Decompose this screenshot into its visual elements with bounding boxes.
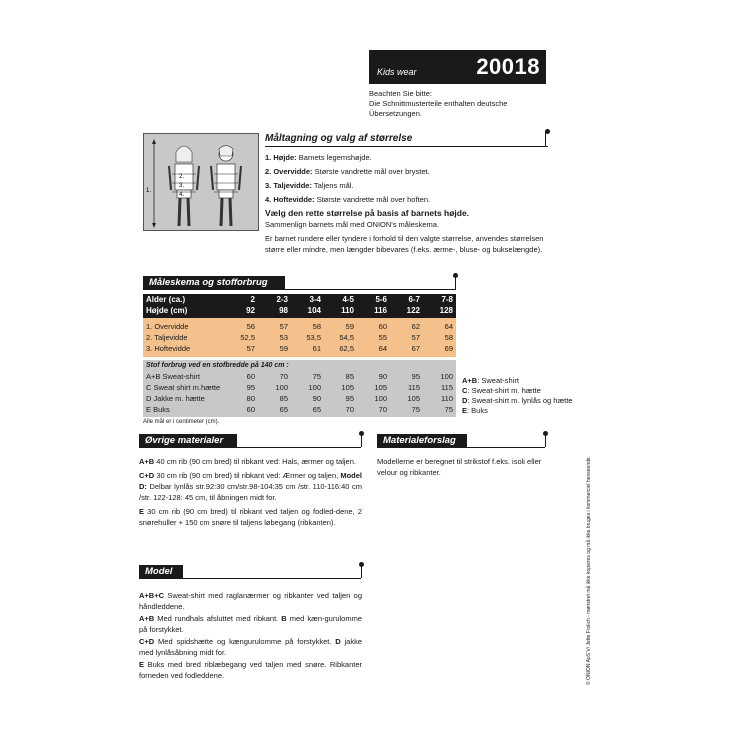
table-row: C Sweat shirt m.hætte 95 100 100 105 105 115 115 [146,383,453,392]
model-item: C+D Med spidshætte og kængurulomme på forstykket. D jakke med lynlåsåbning midt for. [139,637,363,657]
garment-legend [462,376,572,416]
table-row: E Buks 60 65 65 70 70 75 75 [146,405,453,414]
fabric-title: Stof forbrug ved en stofbredde på 140 cm : [143,360,456,371]
material-suggestion-text: Modellerne er beregnet til strikstof f.eks. isoli eller velour og ribkanter. [377,457,542,477]
material-paragraph: A+B 40 cm rib (90 cm bred) til ribkant ved: Hals, ærmer og taljen. [139,457,356,466]
measure-rows [143,318,456,357]
material-paragraph: E 30 cm rib (90 cm bred) til ribkant ved taljen og fodled-dene, 2 snørehuller + 150 cm snøre til taljens løbegang (ribkanten). [139,507,362,527]
divider [361,433,362,447]
table-header-row: Alder (ca.) 2 2-3 3-4 4-5 5-6 6-7 7-8 [143,294,456,305]
compare-note: Sammenlign barnets mål med ONION's måleskema. [265,220,439,229]
measure-title: Måltagning og valg af størrelse [265,133,413,144]
divider [377,447,545,448]
figure-label: 4. [179,192,185,198]
fit-paragraph: Er barnet rundere eller tyndere i forhold til den valgte størrelse, anvendes størrelsen større eller mindre, men længder bibevares (f.eks. ærme-, bluse- og bukselængde). [265,234,544,254]
measure-text [265,152,555,255]
legend-item: A+B: Sweat-shirt [462,376,519,385]
divider [545,131,546,146]
children-illustration [144,134,258,230]
other-materials-text [139,456,362,531]
divider [361,564,362,578]
note-line: Die Schnittmusterteile enthalten deutsche [369,99,508,108]
table-row: 3. Hoftevidde 57 59 61 62,5 64 67 69 [146,344,453,353]
model-item: A+B Med rundhals afsluttet med ribkant. B med kæn-gurulomme på forstykket. [139,614,362,634]
figure-label: 3. [179,183,185,189]
units-note: Alle mål er i centimeter (cm). [143,419,220,425]
other-materials-title: Øvrige materialer [139,434,237,448]
fabric-rows [143,360,456,417]
table-header-row: Højde (cm) 92 98 104 110 116 122 128 [143,305,456,318]
size-table [143,294,456,417]
measurement-figure [143,133,259,231]
table-row: D Jakke m. hætte 80 85 90 95 100 105 110 [146,394,453,403]
divider [139,578,361,579]
table-row: A+B Sweat-shirt 60 70 75 85 90 95 100 [146,372,453,381]
pattern-header [369,50,546,84]
copyright-note [586,380,598,685]
model-item: A+B+C Sweat-shirt med raglanærmer og ribkanter ved taljen og håndleddene. [139,591,362,611]
divider [265,146,548,147]
legend-item: E: Buks [462,406,488,415]
measure-item: 3. Taljevidde: Taljens mål. [265,181,354,190]
divider [455,275,456,289]
table-row: 2. Taljevidde 52,5 53 53,5 54,5 55 57 58 [146,333,453,342]
model-title: Model [139,565,183,579]
size-table-title: Måleskema og stofforbrug [143,276,285,290]
model-item: E Buks med bred riblæbegang ved taljen med snøre. Ribkanter forneden ved fodleddene. [139,660,362,680]
measure-item: 1. Højde: Barnets legemshøjde. [265,153,372,162]
german-note [369,89,559,119]
legend-item: C: Sweat-shirt m. hætte [462,386,541,395]
material-paragraph: C+D 30 cm rib (90 cm bred) til ribkant ved: Ærmer og taljen, Model D: Delbar lynlås str.92:30 cm/str.98-104:35 cm /str. 110-116:40 cm /str. 122-128: 45 cm, til åbningen midt for. [139,471,362,502]
copyright-text: © ONION ApS V/ Jette Frolich - mønstret må ikke kopieres og må ikke bruges i kommerciel henseende. [586,455,592,685]
divider [139,447,361,448]
material-suggestion-title: Materialeforslag [377,434,467,448]
measure-item: 2. Overvidde: Største vandrette mål over brystet. [265,167,430,176]
figure-label: 1. [146,188,152,194]
divider [545,433,546,447]
table-row: 1. Overvidde 56 57 58 59 60 62 64 [146,322,453,331]
pattern-number: 20018 [476,54,540,79]
category-label: Kids wear [377,67,417,77]
measure-item: 4. Hoftevidde: Største vandrette mål over hoften. [265,195,431,204]
legend-item: D: Sweat-shirt m. lynlås og hætte [462,396,573,405]
note-line: Übersetzungen. [369,109,422,118]
size-advice: Vælg den rette størrelse på basis af barnets højde. [265,208,470,218]
divider [143,289,456,290]
model-text [139,590,362,682]
note-line: Beachten Sie bitte: [369,89,432,98]
figure-label: 2. [179,174,185,180]
